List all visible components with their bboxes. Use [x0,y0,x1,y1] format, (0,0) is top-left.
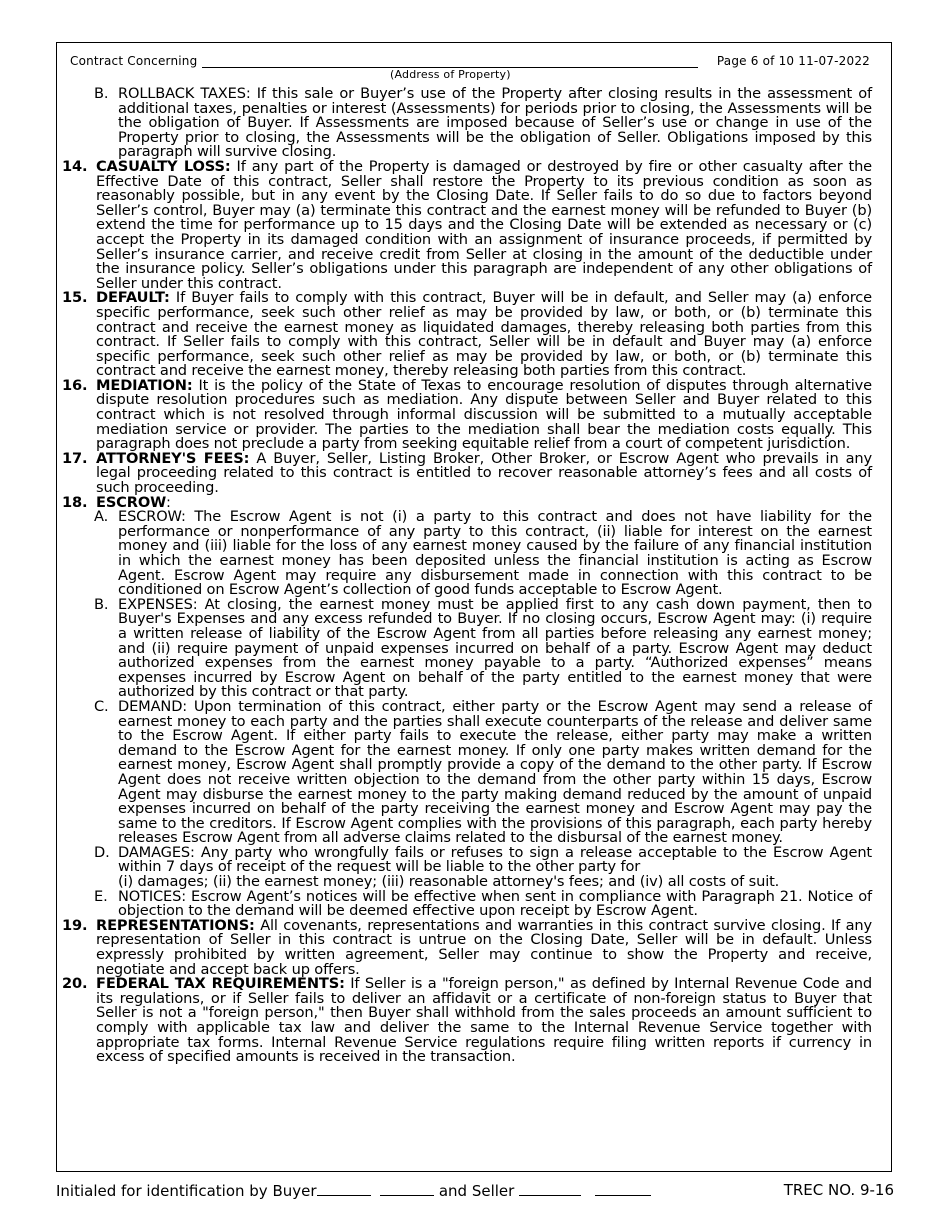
subparagraph-letter: C. [94,697,109,715]
paragraph-number: 18. [62,493,88,511]
paragraph-15-default [62,291,872,379]
buyer-initial-1-field[interactable] [317,1181,371,1196]
paragraph-title: ESCROW [96,493,167,511]
paragraph-number: 16. [62,376,88,394]
contract-body [62,87,872,1065]
title-colon: : [166,493,171,511]
paragraph-text: DAMAGES: Any party who wrongfully fails or refuses to sign a release acceptable to the Escrow Agent within 7 days of receipt of the request will be liable to the other party for [118,843,872,876]
paragraph-text: A Buyer, Seller, Listing Broker, Other Broker, or Escrow Agent who prevails in any legal proceeding related to this contract is entitled to recover reasonable attorney’s fees and all costs of such proceeding. [96,449,872,497]
subparagraph-letter: E. [94,887,108,905]
subparagraph-letter: D. [94,843,110,861]
paragraph-text: If Seller is a "foreign person," as defined by Internal Revenue Code and its regulations, or if Seller fails to deliver an affidavit or a certificate of non-foreign status to Buyer that Seller is not a "foreign person," then Buyer shall withhold from the sales proceeds an amount sufficient to comply with applicable tax law and deliver the same to the Internal Revenue Service together with appropriate tax forms. Internal Revenue Service regulations require filing written reports if currency in excess of specified amounts is received in the transaction. [96,975,872,1066]
paragraph-title: DEFAULT: [96,289,170,307]
paragraph-text: ROLLBACK TAXES: If this sale or Buyer’s use of the Property after closing results in the assessment of additional taxes, penalties or interest (Assessments) for periods prior to closing, the Assessments will be the obligation of Buyer. If Assessments are imposed because of Seller’s use or change in use of the Property prior to closing, the Assessments will be the obligation of Seller. Obligations imposed by this paragraph will survive closing. [118,85,872,161]
address-caption: (Address of Property) [390,68,511,81]
paragraph-18e [62,887,872,920]
paragraph-text: It is the policy of the State of Texas to encourage resolution of disputes through alternative dispute resolution procedures such as mediation. Any dispute between Seller and Buyer related to this contract which is not resolved through informal discussion will be submitted to a mutually acceptable mediation service or provider. The parties to the mediation shall bear the mediation costs equally. This paragraph does not preclude a party from seeking equitable relief from a court of competent jurisdiction. [96,376,872,453]
paragraph-14-casualty-loss [62,157,873,292]
contract-concerning-label: Contract Concerning [70,54,198,68]
paragraph-title: MEDIATION: [96,376,193,394]
seller-initial-2-field[interactable] [595,1181,651,1196]
paragraph-19-representations [62,916,872,978]
paragraph-20-federal-tax [62,977,872,1065]
paragraph-number: 17. [62,449,88,467]
paragraph-text: All covenants, representations and warranties in this contract survive closing. If any representation of Seller in this contract is untrue on the Closing Date, Seller will be in default. Unless expressly prohibited by written agreement, Seller may continue to show the Property and receive, negotiate and accept back up offers. [96,916,872,978]
paragraph-18d [62,843,872,891]
page-footer [56,1181,896,1201]
paragraph-title: CASUALTY LOSS: [96,157,231,175]
and-seller-label: and Seller [438,1182,515,1200]
paragraph-text: NOTICES: Escrow Agent’s notices will be effective when sent in compliance with Paragraph 21. Notice of objection to the demand will be deemed effective upon receipt by Escrow Agent. [118,887,872,920]
paragraph-text: DEMAND: Upon termination of this contract, either party or the Escrow Agent may send a release of earnest money to each party and the parties shall execute counterparts of the release and deliver same to the Escrow Agent. If either party fails to execute the release, either party may make a written demand to the Escrow Agent for the earnest money. If only one party makes written demand for the earnest money, Escrow Agent shall promptly provide a copy of the demand to the other party. If Escrow Agent does not receive written objection to the demand from the other party within 15 days, Escrow Agent may disburse the earnest money to the party making demand reduced by the amount of unpaid expenses incurred on behalf of the party receiving the earnest money and Escrow Agent may pay the same to the creditors. If Escrow Agent complies with the provisions of this paragraph, each party hereby releases Escrow Agent from all adverse claims related to the disbursal of the earnest money. [118,697,872,847]
paragraph-text: If any part of the Property is damaged or destroyed by fire or other casualty after the Effective Date of this contract, Seller shall restore the Property to its previous condition as soon as reasonably possible, but in any event by the Closing Date. If Seller fails to do so due to factors beyond Seller’s control, Buyer may (a) terminate this contract and the earnest money will be refunded to Buyer (b) extend the time for performance up to 15 days and the Closing Date will be extended as necessary or (c) accept the Property in its damaged condition with an assignment of insurance proceeds, if permitted by Seller’s insurance carrier, and receive credit from Seller at closing in the amount of the deductible under the insurance policy. Seller’s obligations under this paragraph are independent of any other obligations of Seller under this contract. [96,157,873,292]
trec-form-number: TREC NO. 9-16 [783,1181,894,1199]
initialed-buyer-label: Initialed for identification by Buyer [56,1182,317,1200]
paragraph-18b [62,595,872,701]
page-header [70,54,870,84]
paragraph-number: 14. [62,157,88,175]
paragraph-number: 15. [62,289,88,307]
paragraph-text-continued: (i) damages; (ii) the earnest money; (iii) reasonable attorney's fees; and (iv) all costs of suit. [118,873,780,891]
paragraph-number: 20. [62,975,88,993]
paragraph-text: If Buyer fails to comply with this contract, Buyer will be in default, and Seller may (a) enforce specific performance, seek such other relief as may be provided by law, or both, or (b) terminate this contract and receive the earnest money as liquidated damages, thereby releasing both parties from this contract. If Seller fails to comply with this contract, Seller will be in default and Buyer may (a) enforce specific performance, seek such other relief as may be provided by law, or both, or (b) terminate this contract and receive the earnest money, thereby releasing both parties from this contract. [96,289,872,380]
paragraph-title: ATTORNEY'S FEES: [96,449,250,467]
subparagraph-letter: B. [94,85,109,102]
subparagraph-letter: A. [94,508,109,526]
initials-line [56,1181,651,1200]
paragraph-title: FEDERAL TAX REQUIREMENTS: [96,975,345,993]
buyer-initial-2-field[interactable] [380,1181,434,1196]
page-info: Page 6 of 10 11-07-2022 [716,54,870,68]
paragraph-18c [62,697,872,847]
paragraph-text: EXPENSES: At closing, the earnest money must be applied first to any cash down payment, then to Buyer's Expenses and any excess refunded to Buyer. If no closing occurs, Escrow Agent may: (i) require a written release of liability of the Escrow Agent from all parties before releasing any earnest money; and (ii) require payment of unpaid expenses incurred on behalf of a party. Escrow Agent may deduct authorized expenses from the earnest money payable to a party. “Authorized expenses” means expenses incurred by Escrow Agent on behalf of the party entitled to the earnest money that were authorized by this contract or that party. [118,595,872,701]
seller-initial-1-field[interactable] [519,1181,581,1196]
paragraph-17-attorneys-fees [62,449,872,497]
paragraph-16-mediation [62,376,872,453]
paragraph-18a [62,510,872,598]
paragraph-13b [62,87,872,160]
paragraph-number: 19. [62,916,88,934]
subparagraph-letter: B. [94,595,109,613]
paragraph-text: ESCROW: The Escrow Agent is not (i) a party to this contract and does not have liability for the performance or nonperformance of any party to this contract, (ii) liable for interest on the earnest money and (iii) liable for the loss of any earnest money caused by the failure of any financial institution in which the earnest money has been deposited unless the financial institution is acting as Escrow Agent. Escrow Agent may require any disbursement made in connection with this contract to be conditioned on Escrow Agent’s collection of good funds acceptable to Escrow Agent. [118,508,872,599]
paragraph-title: REPRESENTATIONS: [96,916,255,934]
